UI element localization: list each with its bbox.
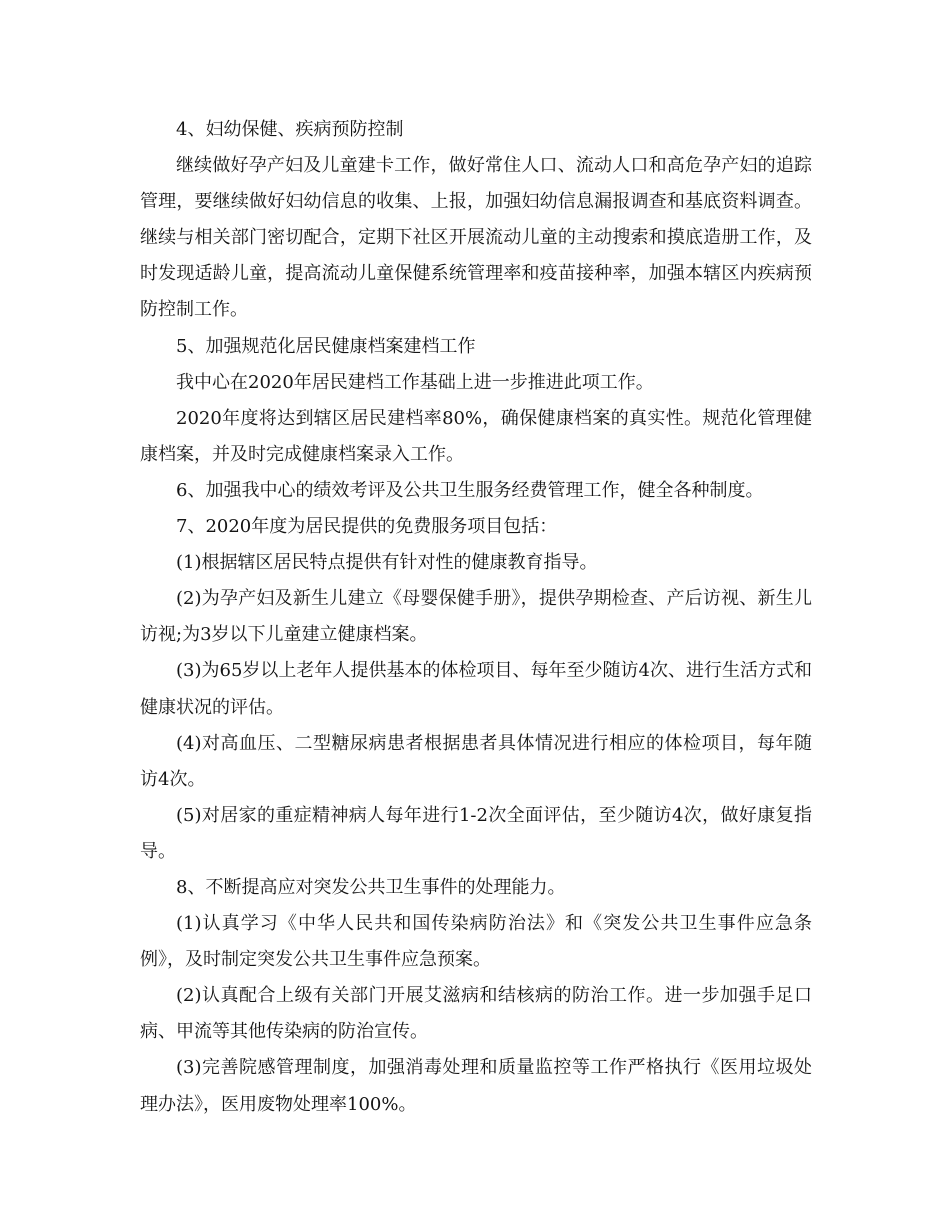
- section-heading-maternal-child-health: 4、妇幼保健、疾病预防控制: [176, 119, 404, 140]
- list-item-maternal-infant-handbook: (2)为孕产妇及新生儿建立《母婴保健手册》，提供孕期检查、产后访视、新生儿访视;为3岁以下儿童建立健康档案。: [140, 588, 812, 646]
- list-item-hypertension-diabetes: (4)对高血压、二型糖尿病患者根据患者具体情况进行相应的体检项目，每年随访4次。: [140, 732, 812, 790]
- list-item-infectious-disease-law: (1)认真学习《中华人民共和国传染病防治法》和《突发公共卫生事件应急条例》，及时制定突发公共卫生事件应急预案。: [140, 913, 812, 971]
- paragraph-health-records-progress: 我中心在2020年居民建档工作基础上进一步推进此项工作。: [176, 371, 654, 393]
- section-heading-performance-evaluation: 6、加强我中心的绩效考评及公共卫生服务经费管理工作，健全各种制度。: [176, 479, 764, 501]
- paragraph-health-records-target: 2020年度将达到辖区居民建档率80%，确保健康档案的真实性。规范化管理健康档案，并及时完成健康档案录入工作。: [140, 407, 812, 465]
- list-item-elderly-checkup: (3)为65岁以上老年人提供基本的体检项目、每年至少随访4次、进行生活方式和健康状况的评估。: [140, 660, 812, 718]
- document-body: [140, 112, 812, 1123]
- section-heading-health-records: 5、加强规范化居民健康档案建档工作: [176, 335, 476, 357]
- list-item-health-education: (1)根据辖区居民特点提供有针对性的健康教育指导。: [176, 552, 598, 574]
- paragraph-maternal-child-health: 继续做好孕产妇及儿童建卡工作，做好常住人口、流动人口和高危孕产妇的追踪管理，要继续做好妇幼信息的收集、上报，加强妇幼信息漏报调查和基底资料调查。继续与相关部门密切配合，定期下社区开展流动儿童的主动搜索和摸底造册工作，及时发现适龄儿童，提高流动儿童保健系统管理率和疫苗接种率，加强本辖区内疾病预防控制工作。: [140, 155, 812, 321]
- list-item-aids-tb-prevention: (2)认真配合上级有关部门开展艾滋病和结核病的防治工作。进一步加强手足口病、甲流等其他传染病的防治宣传。: [140, 985, 812, 1043]
- section-heading-free-services: 7、2020年度为居民提供的免费服务项目包括：: [176, 516, 558, 538]
- list-item-mental-illness: (5)对居家的重症精神病人每年进行1-2次全面评估，至少随访4次，做好康复指导。: [140, 804, 812, 862]
- list-item-infection-control: (3)完善院感管理制度，加强消毒处理和质量监控等工作严格执行《医用垃圾处理办法》，医用废物处理率100%。: [140, 1057, 812, 1115]
- section-heading-emergency-response: 8、不断提高应对突发公共卫生事件的处理能力。: [176, 876, 566, 898]
